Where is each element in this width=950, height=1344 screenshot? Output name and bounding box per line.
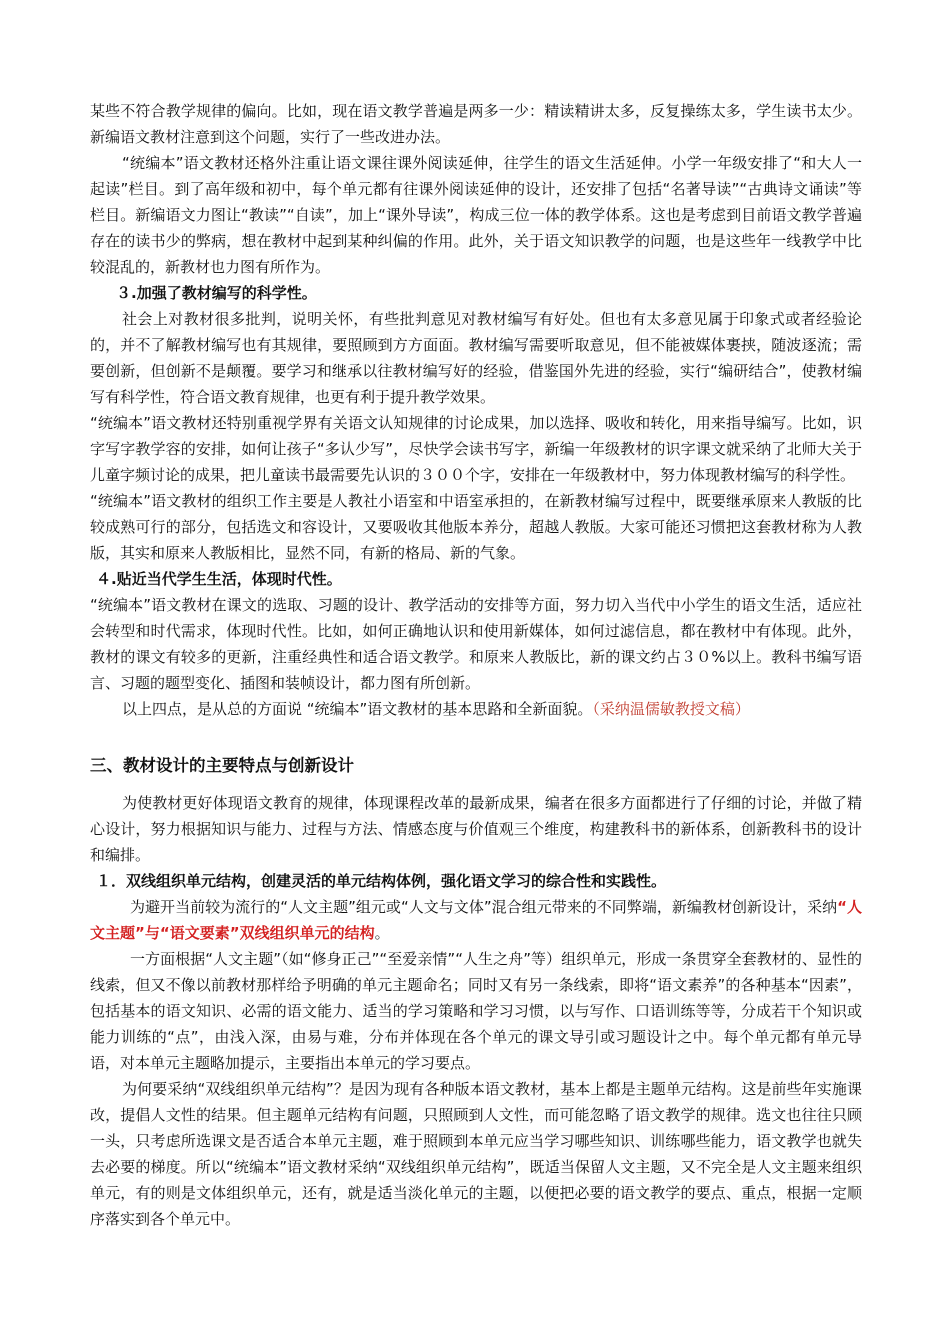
paragraph-organization: “统编本”语文教材的组织工作主要是人教社小语室和中语室承担的，在新教材编写过程中，既要继承原来人教版的比较成熟可行的部分，包括选文和容设计，又要吸收其他版本养分，超越人教版。大家可能还习惯把这套教材称为人教版，其实和原来人教版相比，显然不同，有新的格局、新的气象。	[90, 492, 862, 562]
paragraph-section-intro: 为使教材更好体现语文教育的规律，体现课程改革的最新成果，编者在很多方面都进行了仔细的讨论，并做了精心设计，努力根据知识与能力、过程与方法、情感态度与价值观三个维度，构建教科书的新体系，创新教科书的设计和编排。	[90, 794, 862, 864]
section-title: 三、教材设计的主要特点与创新设计	[90, 756, 354, 775]
paragraph-dual-line-adoption	[90, 894, 862, 946]
paragraph-extracurricular-reading: “统编本”语文教材还格外注重让语文课往课外阅读延伸，往学生的语文生活延伸。小学一年级安排了“和大人一起读”栏目。到了高年级和初中，每个单元都有往课外阅读延伸的设计，还安排了包括“名著导读”“古典诗文诵读”等栏目。新编语文力图让“教读”“自读”，加上“课外导读”，构成三位一体的教学体系。这也是考虑到目前语文教学普遍存在的读书少的弊病，想在教材中起到某种纠偏的作用。此外，关于语文知识教学的问题，也是这些年一线教学中比较混乱的，新教材也力图有所作为。	[90, 154, 862, 276]
subheading-dual-line-structure: １．双线组织单元结构，创建灵活的单元结构体例，强化语文学习的综合性和实践性。	[96, 872, 667, 890]
paragraph-summary	[90, 696, 862, 722]
paragraph-criticism: 社会上对教材很多批判，说明关怀，有些批判意见对教材编写有好处。但也有太多意见属于印象式或者经验论的，并不了解教材编写也有其规律，要照顾到方方面面。教材编写需要听取意见，但不能被媒体裹挟，随波逐流；需要创新，但创新不是颠覆。要学习和继承以往教材编写好的经验，借鉴国外先进的经验，实行“编研结合”，使教材编写有科学性，符合语文教育规律，也更有利于提升教学效果。	[90, 310, 862, 406]
dual-line-highlight: “人文主题”与“语文要素”双线组织单元的结构	[90, 898, 863, 942]
paragraph-reading-issue: 某些不符合教学规律的偏向。比如，现在语文教学普遍是两多一少：精读精讲太多，反复操练太多，学生读书太少。新编语文教材注意到这个问题，实行了一些改进办法。	[90, 102, 862, 146]
subheading-scientific-compilation: ３.加强了教材编写的科学性。	[116, 284, 317, 302]
dual-line-text: 为避开当前较为流行的“人文主题”组元或“人文与文体”混合组元带来的不同弊端，新编教材创新设计，采纳	[130, 898, 838, 916]
subheading-contemporary-life: ４.贴近当代学生生活，体现时代性。	[96, 570, 342, 588]
dual-line-end: 。	[374, 924, 390, 942]
source-note: （采纳温儒敏教授文稿）	[592, 700, 750, 718]
document-page	[90, 98, 862, 1232]
paragraph-timeliness: “统编本”语文教材在课文的选取、习题的设计、教学活动的安排等方面，努力切入当代中小学生的语文生活，适应社会转型和时代需求，体现时代性。比如，如何正确地认识和使用新媒体，如何过滤信息，都在教材中有体现。此外，教材的课文有较多的更新，注重经典性和适合语文教学。和原来人教版比，新的课文约占３０%以上。教科书编写语言、习题的题型变化、插图和装帧设计，都力图有所创新。	[90, 596, 862, 692]
summary-text: 以上四点，是从总的方面说 “统编本”语文教材的基本思路和全新面貌。	[122, 700, 593, 718]
paragraph-cognitive-research: “统编本”语文教材还特别重视学界有关语文认知规律的讨论成果，加以选择、吸收和转化，用来指导编写。比如，识字写字教学容的安排，如何让孩子“多认少写”，尽快学会读书写字，新编一年级教材的识字课文就采纳了北师大关于儿童字频讨论的成果，把儿童读书最需要先认识的３００个字，安排在一年级教材中，努力体现教材编写的科学性。	[90, 414, 862, 484]
paragraph-dual-line-detail: 一方面根据“人文主题”（如“修身正己”“至爱亲情”“人生之舟”等）组织单元，形成一条贯穿全套教材的、显性的线索，但又不像以前教材那样给予明确的单元主题命名；同时又有另一条线索，即将“语文素养”的各种基本“因素”，包括基本的语文知识、必需的语文能力、适当的学习策略和学习习惯，以与写作、口语训练等等，分成若干个知识或能力训练的“点”，由浅入深，由易与难，分布并体现在各个单元的课文导引或习题设计之中。每个单元都有单元导语，对本单元主题略加提示，主要指出本单元的学习要点。	[90, 950, 862, 1072]
paragraph-why-dual-line: 为何要采纳“双线组织单元结构”？是因为现有各种版本语文教材，基本上都是主题单元结构。这是前些年实施课改，提倡人文性的结果。但主题单元结构有问题，只照顾到人文性，而可能忽略了语文教学的规律。选文也往往只顾一头，只考虑所选课文是否适合本单元主题，难于照顾到本单元应当学习哪些知识、训练哪些能力，语文教学也就失去必要的梯度。所以“统编本”语文教材采纳“双线组织单元结构”，既适当保留人文主题，又不完全是人文主题来组织单元，有的则是文体组织单元，还有，就是适当淡化单元的主题，以便把必要的语文教学的要点、重点，根据一定顺序落实到各个单元中。	[90, 1080, 862, 1228]
